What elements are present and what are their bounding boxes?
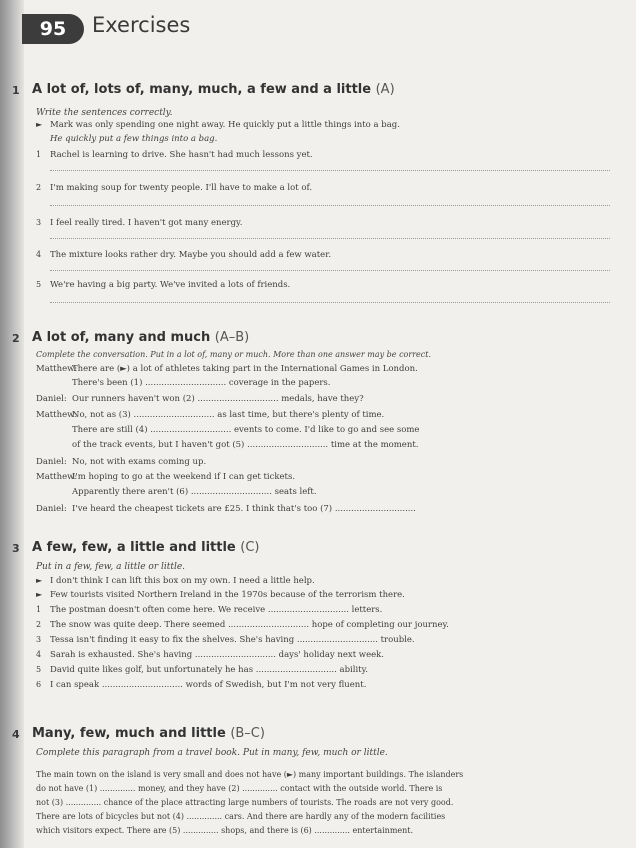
exercise-item: 6 I can speak .............................. words of Swedish, but I'm not very fluent. (36, 680, 367, 690)
dialogue-row: Daniel: I've heard the cheapest tickets are £25. I think that's too (7) .............................. (36, 504, 416, 514)
section-title: A few, few, a little and little (C) (32, 540, 260, 555)
dialogue-row: Matthew:There are (►) a lot of athletes taking part in the International Games in London. (36, 364, 418, 374)
exercise-item: 3 Tessa isn't finding it easy to fix the shelves. She's having .............................. trouble. (36, 635, 415, 645)
section-title: Many, few, much and little (B–C) (32, 726, 265, 741)
dialogue-row: Matthew:I'm hoping to go at the weekend if I can get tickets. (36, 472, 296, 482)
answer-line[interactable] (50, 238, 610, 239)
exercise-item: 1 Rachel is learning to drive. She hasn't had much lessons yet. (36, 150, 313, 160)
dialogue-row: Daniel: Our runners haven't won (2) .............................. medals, have they? (36, 394, 364, 404)
paragraph-line: do not have (1) .............. money, and they have (2) .............. contact with the outside world. There is (36, 784, 443, 793)
section-number: 1 (12, 84, 20, 97)
section-number: 2 (12, 332, 20, 345)
answer-line[interactable] (50, 205, 610, 206)
instruction: Put in a few, few, a little or little. (36, 562, 186, 572)
paragraph-line: not (3) .............. chance of the place attracting large numbers of tourists. The roads are not very good. (36, 798, 454, 807)
exercise-item: 1 The postman doesn't often come here. We receive .............................. letters. (36, 605, 383, 615)
dialogue-row: of the track events, but I haven't got (5) .............................. time at the moment. (72, 440, 419, 450)
answer-line[interactable] (50, 270, 610, 271)
paragraph-line: The main town on the island is very small and does not have (►) many important buildings. The islanders (36, 770, 464, 779)
paragraph-line: which visitors expect. There are (5) .............. shops, and there is (6) .............. entertainment. (36, 826, 414, 835)
instruction: Write the sentences correctly. (36, 108, 173, 118)
section-number: 3 (12, 542, 20, 555)
dialogue-row: There's been (1) .............................. coverage in the papers. (72, 378, 331, 388)
exercise-item: ► Few tourists visited Northern Ireland in the 1970s because of the terrorism there. (36, 590, 405, 600)
unit-number-badge: 95 (22, 14, 84, 44)
dialogue-row: There are still (4) .............................. events to come. I'd like to go and see some (72, 425, 420, 435)
instruction: Complete this paragraph from a travel book. Put in many, few, much or little. (36, 748, 388, 758)
exercise-item: 2 I'm making soup for twenty people. I'll have to make a lot of. (36, 183, 313, 193)
dialogue-row: Daniel: No, not with exams coming up. (36, 457, 207, 467)
section-title: A lot of, lots of, many, much, a few and a little (A) (32, 82, 395, 97)
answer-line[interactable] (50, 170, 610, 171)
page-title: Exercises (92, 13, 191, 37)
example-answer: He quickly put a few things into a bag. (50, 134, 218, 144)
section-number: 4 (12, 728, 20, 741)
exercise-item: 3 I feel really tired. I haven't got many energy. (36, 218, 243, 228)
paragraph-line: There are lots of bicycles but not (4) .............. cars. And there are hardly any of the modern facilities (36, 812, 446, 821)
exercise-item: ► I don't think I can lift this box on my own. I need a little help. (36, 576, 315, 586)
dialogue-row: Apparently there aren't (6) .............................. seats left. (72, 487, 317, 497)
example-line: ► Mark was only spending one night away. He quickly put a little things into a bag. (36, 120, 400, 130)
dialogue-row: Matthew:No, not as (3) .............................. as last time, but there's plenty of time. (36, 410, 385, 420)
section-title: A lot of, many and much (A–B) (32, 330, 250, 345)
exercise-item: 5 David quite likes golf, but unfortunately he has .............................. ability. (36, 665, 368, 675)
answer-line[interactable] (50, 302, 610, 303)
exercise-item: 5 We're having a big party. We've invited a lots of friends. (36, 280, 291, 290)
instruction: Complete the conversation. Put in a lot of, many or much. More than one answer may be correct. (36, 350, 431, 359)
exercise-item: 4 The mixture looks rather dry. Maybe you should add a few water. (36, 250, 332, 260)
exercise-item: 2 The snow was quite deep. There seemed .............................. hope of completing our journey. (36, 620, 449, 630)
exercise-item: 4 Sarah is exhausted. She's having .............................. days' holiday next week. (36, 650, 384, 660)
